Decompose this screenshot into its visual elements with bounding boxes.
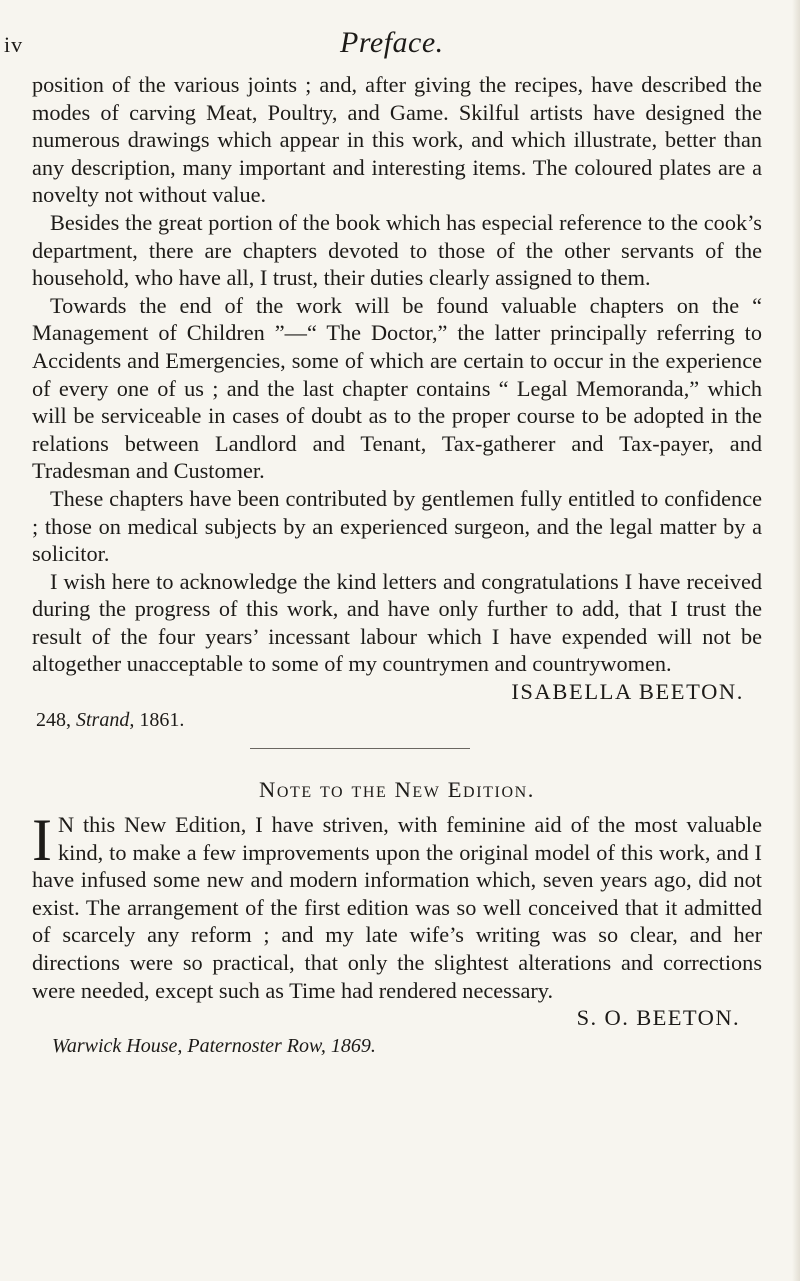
paragraph-carving: position of the various joints ; and, after giving the recipes, have described the modes of carving Meat, Poultry, and Game. Skilful artists have designed the numerous drawings which appear in this work, and which illustrate, better than any description, many important and interesting items. The coloured plates are a novelty not without value. — [32, 72, 762, 208]
drop-cap: I — [32, 807, 52, 874]
paragraph-contributors: These chapters have been contributed by gentlemen fully entitled to confidence ; those on medical subjects by an experienced surgeon, and the legal matter by a solicitor. — [32, 485, 762, 567]
place-date — [36, 706, 762, 734]
page-number: iv — [4, 32, 24, 57]
note-title: Note to the New Edition. — [259, 777, 535, 803]
paragraph-servants: Besides the great portion of the book which has especial reference to the cook’s department, there are chapters devoted to those of the other servants of the household, who have all, I trust, their duties clearly assigned to them. — [32, 209, 762, 291]
place-number: 248, — [36, 709, 71, 732]
note-place-date: Warwick House, Paternoster Row, 1869. — [52, 1035, 376, 1058]
paragraph-acknowledgement: I wish here to acknowledge the kind letters and congratulations I have received during the progress of this work, and have only further to add, that I trust the result of the four years’ incessant labour which I have expended will not be altogether unacceptable to some of my countrymen and countrywomen. — [32, 568, 762, 677]
page-body — [32, 71, 762, 1060]
page-header — [0, 12, 800, 59]
paragraph-chapters: Towards the end of the work will be found valuable chapters on the “ Management of Children ”—“ The Doctor,” the latter principally referring to Accidents and Emergencies, some of which are certain to occur in the experience of every one of us ; and the last chapter contains “ Legal Memoranda,” which will be serviceable in cases of doubt as to the proper course to be adopted in the relations between Landlord and Tenant, Tax-gatherer and Tax-payer, and Tradesman and Customer. — [32, 292, 762, 484]
page-edge-shadow — [792, 0, 800, 1281]
place-year: 1861. — [139, 709, 185, 732]
note-paragraph: N this New Edition, I have striven, with feminine aid of the most valuable kind, to make a few improvements upon the original model of this work, and I have infused some new and modern information which, seven years ago, did not exist. The arrangement of the first edition was so well conceived that it admitted of scarcely any reform ; and my late wife’s writing was so clear, and her directions were so practical, that only the slightest alterations and corrections were needed, except such as Time had rendered necessary. — [32, 812, 762, 1003]
place-street: Strand, — [76, 709, 135, 732]
note-section — [32, 807, 762, 1004]
author-signature: ISABELLA BEETON. — [511, 679, 744, 705]
note-signature: S. O. BEETON. — [576, 1005, 740, 1031]
section-divider — [250, 748, 470, 749]
running-title: Preface. — [340, 26, 444, 59]
